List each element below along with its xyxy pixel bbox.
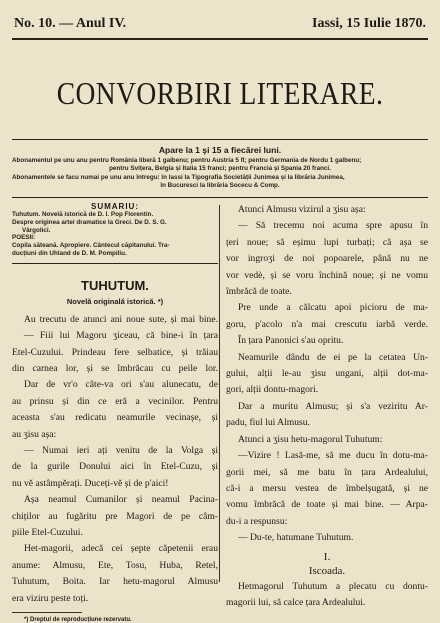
text-line: din carnea lor, și se îmbrăcau cu peile lor. [12, 363, 218, 374]
subscription-line: pentru Svițera, Belgia și Italia 15 franci; pentru Francia și Spania 20 franci. [109, 165, 331, 173]
text-line: gori, alții dontu-magori. [226, 384, 319, 396]
text-line: îmbrăcă de toate. [226, 286, 292, 298]
issue-number: No. 10. — Anul IV. [14, 16, 127, 31]
text-line: — Du-te, hatumane Tuhutum. [238, 532, 354, 544]
text-line: Het-magorii, adecă cei șepte căpetenii erau [24, 543, 218, 555]
masthead-title: CONVORBIRI LITERARE. [56, 75, 384, 111]
footnote: *) Dreptul de reproducțiune rezervatu. [24, 617, 132, 623]
masthead-rule [12, 139, 428, 140]
text-line: de la gurile Donului aici în Etel-Cuzu, și [12, 461, 218, 473]
text-line: Au trecutu de atunci ani noue sute, și mai bine. [24, 313, 218, 325]
text-line: vor vedè, și se voru închină noue; și ne vomu [226, 269, 428, 281]
text-line: piile Etel-Cuzului. [12, 527, 83, 539]
article-subtitle: Novelă originală istorică. *) [66, 296, 164, 306]
text-line: că-i a mersu vestea de îmbelșugată, și ne [226, 482, 428, 494]
text-line: padu, fiul lui Almusu. [226, 417, 310, 429]
article-body-left [12, 312, 218, 607]
text-line: — Numai ieri ați venitu de la Volga și [24, 445, 218, 457]
subscription-line: Abonamentele se facu numai pe unu anu întregu: în Iassi la Tipografia Societății Junimea și la librăria Junimea, [12, 173, 345, 181]
issue-header [14, 14, 426, 32]
text-line: Hetmagorul Tuhutum a plecatu cu dontu- [238, 580, 428, 592]
text-line: anume: Almusu, Ete, Tosu, Huba, Retel, [12, 559, 218, 571]
subscription-line: în Bucuresci la librăria Socecu & Comp. [160, 182, 280, 190]
right-column [226, 202, 428, 611]
text-line: țeri noue; să eșimu lupi turbați; că așa se [226, 236, 428, 248]
text-line: Așa neamul Cumanilor și neamul Pacina- [24, 494, 218, 506]
text-line: vomu îmbrăcă de toate și mai bine. — Arpa- [226, 499, 428, 511]
text-line: gului, alții le-au ʒisu ungani, alții dot-ma- [226, 368, 428, 380]
text-line: chiților au fugăritu pre Magori de pe câm- [12, 510, 218, 522]
section-number: I. [323, 550, 331, 563]
article-title: TUHUTUM. [81, 277, 149, 293]
sumariu-rule [12, 263, 218, 264]
text-line: magorii lui, să calce țara Ardealului. [226, 596, 366, 608]
text-line: Atunci Almusu vizirul a ʒisu așa: [238, 204, 366, 215]
text-line: nu vě astâmpěrați. Duceți-vě și de p'aici! [12, 477, 169, 489]
text-line: Tuhutum, Boita. Iar hetu-magorul Almusu [12, 576, 218, 588]
text-line: — Să trecemu noi acuma spre apusu în [238, 220, 428, 232]
text-line: — Fiii lui Magoru ʒiceau, că bine-i în țara [24, 330, 218, 342]
text-line: aceasta s'au redicatu neamurile vecinașe, și [12, 412, 218, 424]
article-body-right [226, 202, 428, 547]
sumariu-line: Despre originea artei dramatice la Greci. De D. S. G. [12, 218, 167, 226]
text-line: au prinsu și din ce eră a vecinilor. Pentru [12, 395, 218, 407]
text-line: Pre unde a călcatu apoi picioru de ma- [238, 302, 428, 314]
text-line: era viziru peste toți. [12, 592, 89, 604]
text-line: goru, p'acolo n'a mai crescutu iarbă verde. [226, 318, 428, 330]
sumariu-title: SUMARIU: [91, 202, 139, 211]
text-line: Atunci a ʒisu hetu-magorul Tuhutum: [238, 433, 383, 445]
sumariu-line: Copila săteană. Apropiere. Cântecul căpitanului. Tra- [12, 242, 170, 250]
text-line: —Vizire ! Lasă-me, să me ducu în dotu-ma- [238, 450, 428, 462]
subscription-line: Abonamentul pe unu anu pentru România liberă 1 galbenu; pentru Austria 5 fl; pentru Germania de Nordu 1 galbenu; [12, 157, 362, 164]
footnote-rule [12, 612, 82, 613]
text-line: Dar de vr'o câte-va ori s'au alunecatu, de [24, 379, 218, 391]
text-line: au ʒisu așa: [12, 428, 57, 440]
sumariu-line: Vârgolici. [22, 226, 51, 234]
text-line: du-i a respunsu: [226, 515, 288, 527]
text-line: Etel-Cuzului. Prindeau fere selbatice, și trăiau [12, 346, 218, 358]
column-divider [219, 205, 220, 582]
text-line: Dar a murítu Almusu; și s'a veziritu Ar- [238, 400, 428, 412]
subscription-info [12, 157, 428, 191]
text-line: gorii mei, să me batu în țara Ardealului, [226, 466, 428, 478]
text-line: În țara Panonici s'au opritu. [238, 335, 344, 347]
sumariu-line: POESII: [12, 234, 36, 242]
header-rule [12, 38, 428, 40]
info-rule [12, 197, 428, 198]
sumariu-line: Tuhutum. Novelă istorică de D. I. Pop Florentin. [12, 211, 154, 218]
text-line: vor ingroʒi de noi popoarele, până nu ne [226, 253, 428, 265]
text-line: Neamurile dându de ei pe la cetatea Un- [238, 351, 428, 363]
section-title: Iscoada. [308, 564, 346, 577]
publication-schedule: Apare la 1 şi 15 a fiecărei luni. [158, 145, 282, 155]
article-body-right-continued [226, 579, 428, 612]
issue-place-date: Iassi, 15 Iulie 1870. [312, 16, 426, 31]
sumariu-line: ducțiuni din Uhland de D. M. Pompiliu. [12, 249, 127, 257]
left-column [12, 202, 218, 623]
